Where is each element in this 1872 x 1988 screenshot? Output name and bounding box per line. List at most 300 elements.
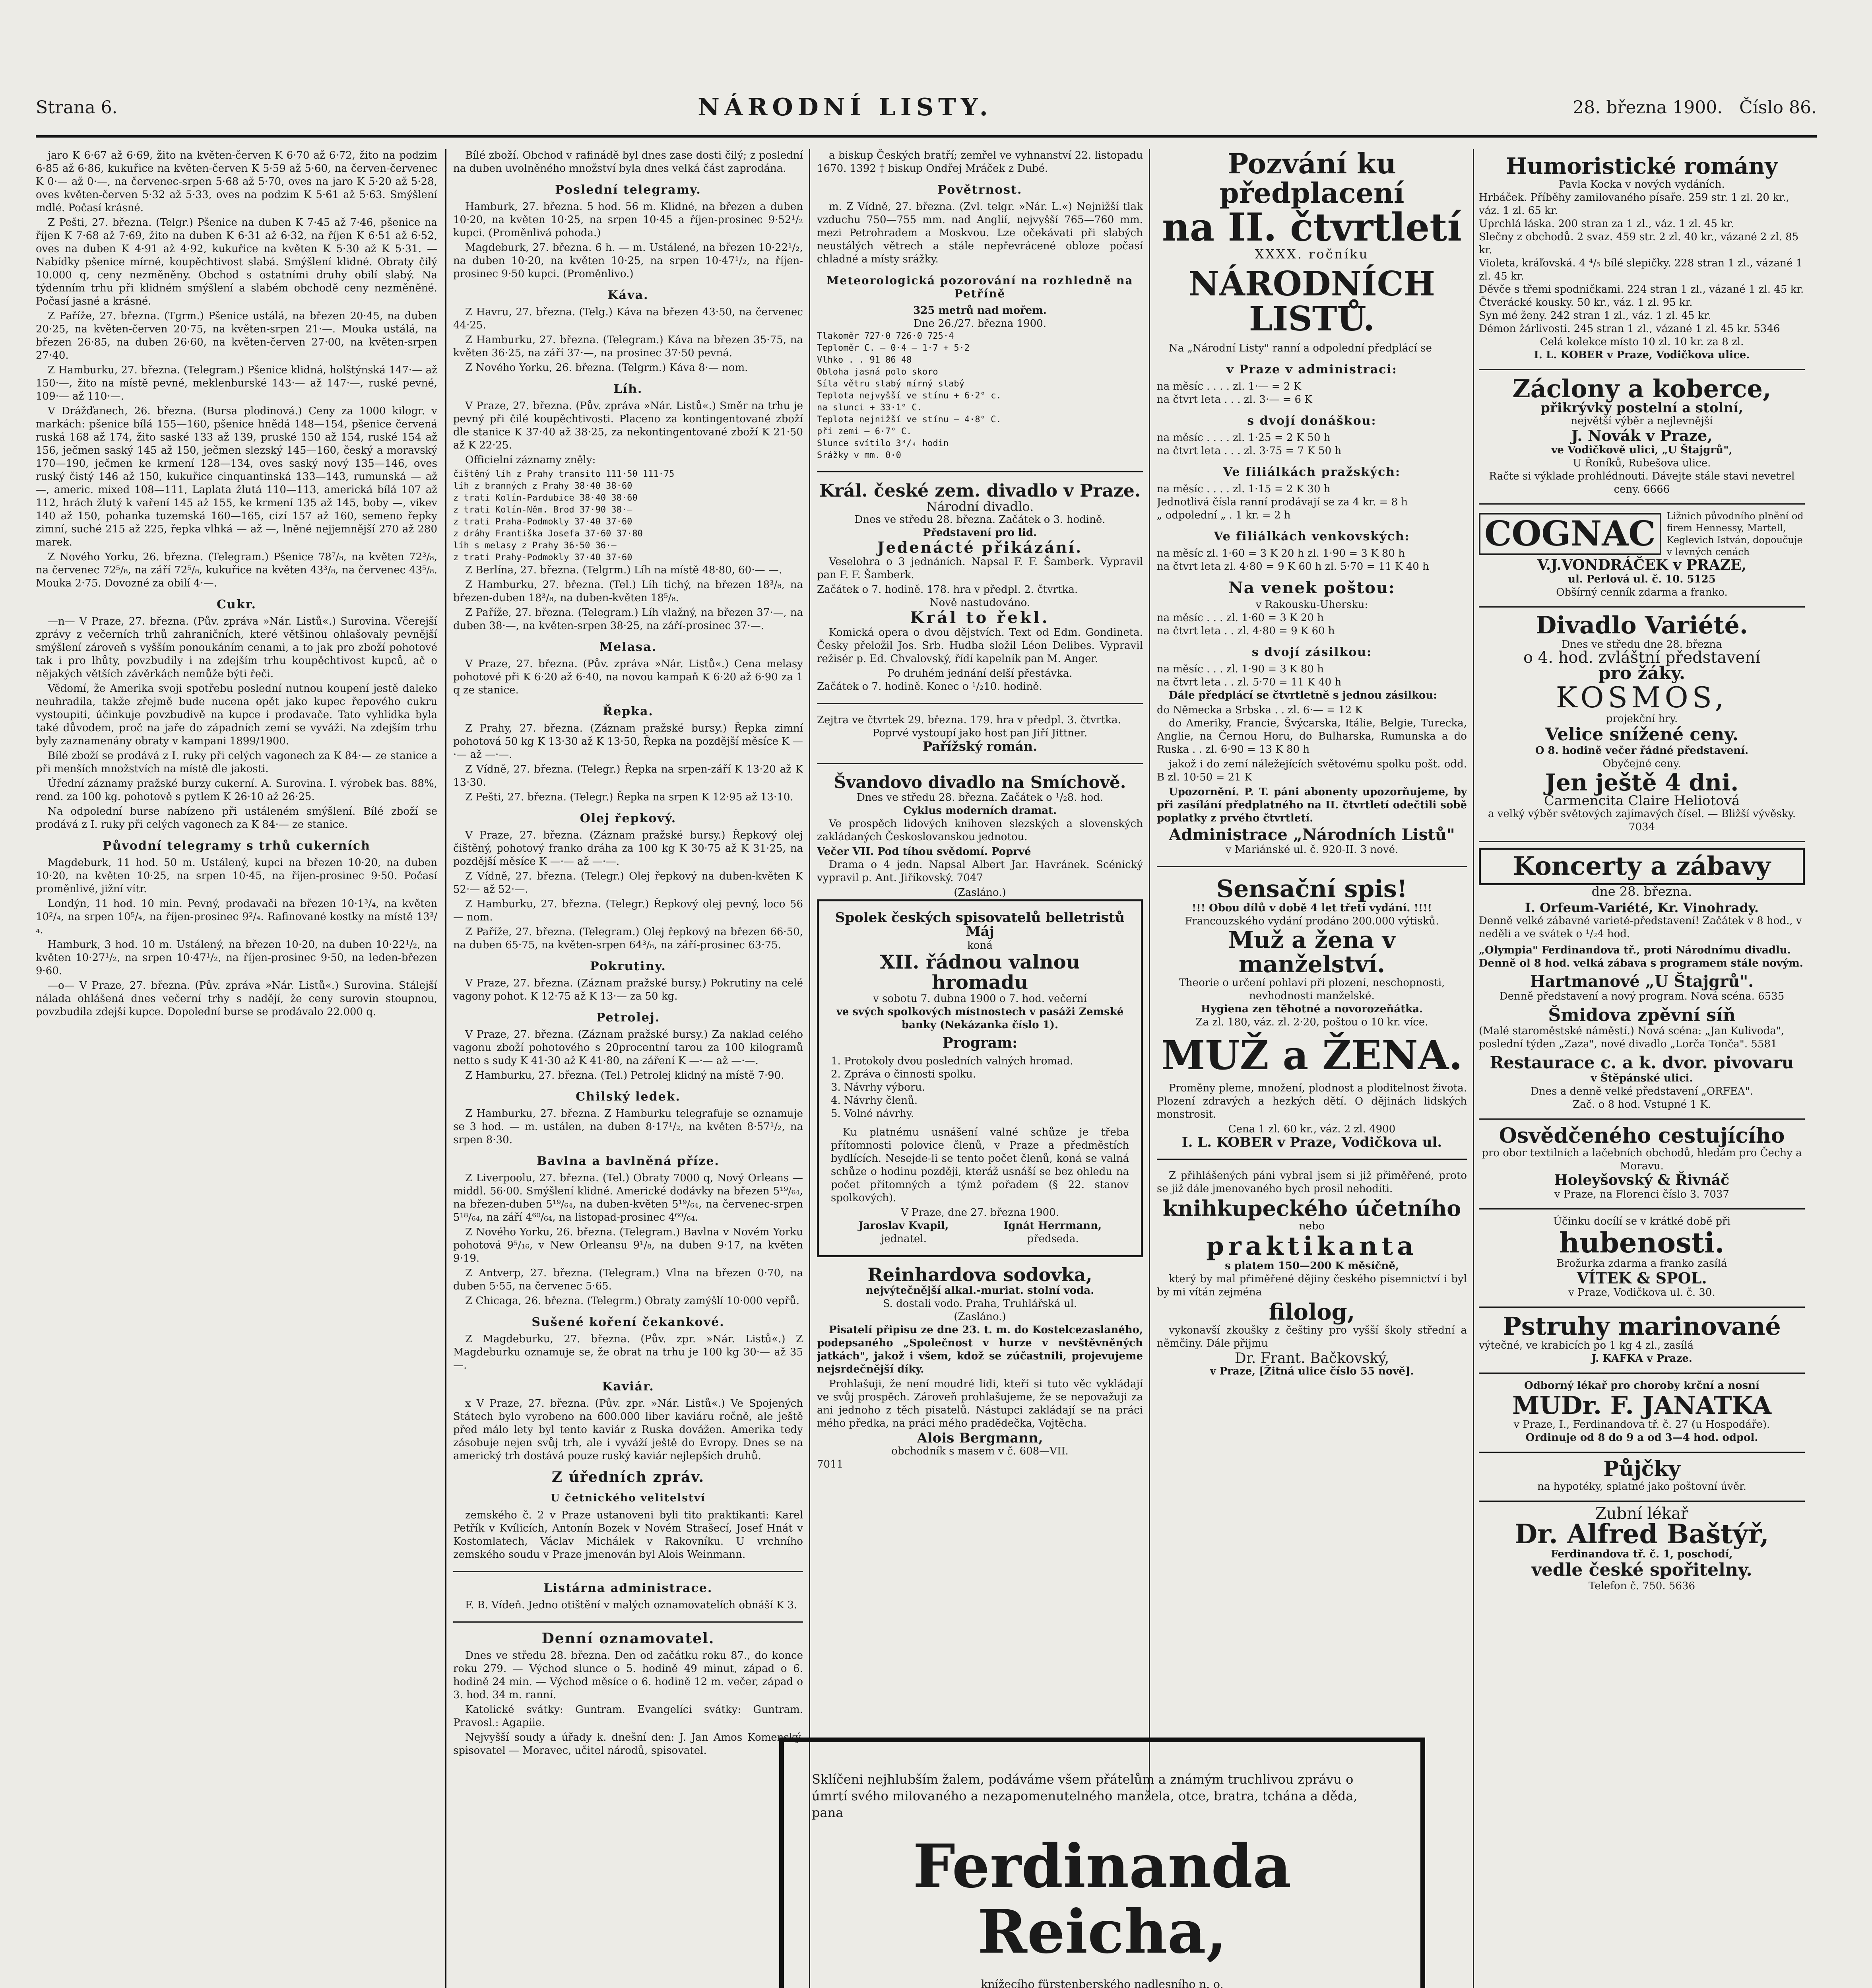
text-line: Cyklus moderních dramat.: [903, 804, 1057, 817]
text-line: Hygiena zen těhotné a novorozeňátka.: [1201, 1003, 1423, 1015]
text-line: Theorie o určení pohlaví při plození, neschopnosti, nevhodnosti manželské.: [1179, 977, 1445, 1002]
paragraph: Z Paříže, 27. března. (Tgrm.) Pšenice ustálá, na březen 20·45, na duben 20·25, na květen-červen 20·75, na květen-srpen 21·—. Mouka ustálá, na březen 26·85, na duben 26·60, na květen-červen 27·00, na květen-srpen 27·40.: [36, 310, 437, 361]
ad-title: hubenosti.: [1559, 1226, 1725, 1259]
list-item: Slečny z obchodů. 2 svaz. 459 str. 2 zl. 40 kr., vázané 2 zl. 85 kr.: [1479, 231, 1799, 256]
ad-title: MUŽ a ŽENA.: [1161, 1031, 1463, 1079]
text-line: I. L. KOBER v Praze, Vodičkova ul.: [1181, 1134, 1442, 1150]
table-row: z trati Kolín-Něm. Brod 37·90 38·—: [453, 505, 632, 515]
list-item: 1. Protokoly dvou posledních valných hromad.: [831, 1055, 1073, 1067]
paragraph: —n— V Praze, 27. března. (Pův. zpráva »Nár. Listů«.) Surovina. Včerejší zprávy z večerních trhů zahraničních, které většinou ohlašovaly pevnější smýšlení zároveň s vyšším ponoukáním cenami, a to jak pro zboží pohotové tak i pro lhůty, povzbudily i na zdejším trhu koupěchtivost kupců, ač o nějakých větších závěrkách nemůže býti řeči.: [36, 615, 437, 680]
ad-zaclony: [1479, 370, 1805, 505]
text-line: (Zasláno.): [954, 1311, 1006, 1323]
column-telegrams: [453, 149, 803, 1988]
text-line: v Praze, [Žitná ulice číslo 55 nově].: [1210, 1365, 1414, 1377]
signature-role: předseda.: [1027, 1233, 1079, 1245]
price-row: na měsíc . . . zl. 1·90 = 3 K 80 h: [1157, 663, 1324, 676]
price-row: do Německa a Srbska . . zl. 6·— = 12 K: [1157, 704, 1363, 716]
paragraph: jakož i do zemí náležejících světovému spolku pošt. odd. B zl. 10·50 = 21 K: [1157, 758, 1467, 784]
date-line: V Praze, dne 27. března 1900.: [901, 1206, 1059, 1219]
paragraph: Officielní záznamy zněly:: [465, 454, 596, 466]
paragraph: Na odpolední burse nabízeno při ustáleném smýšlení. Bílé zboží se prodává z I. ruky při celých vagonech za K 84·— ze stanice.: [36, 806, 437, 831]
text-line: pro obor textilních a lačebních obchodů, hledám pro Čechy a Moravu.: [1482, 1147, 1802, 1173]
ad-pstruhy: [1479, 1308, 1805, 1374]
paragraph: vykonavší zkoušky z češtiny pro vyšší školy střední a němčiny. Dále přijmu: [1157, 1324, 1467, 1349]
ad-number: 7011: [817, 1458, 844, 1471]
signature: Dr. Frant. Bačkovský,: [1234, 1350, 1389, 1367]
play-title: Jedenácté přikázání.: [877, 538, 1083, 557]
ad-title: Muž a žena v manželství.: [1228, 926, 1396, 978]
paragraph: Magdeburk, 11 hod. 50 m. Ustálený, kupci na březen 10·20, na duben 10·20, na květen 10·25, na srpen 10·45, na říjen-prosinec 9·50. Počasí proměnlivé, jižní vítr.: [36, 857, 437, 895]
text-line: XXXX. ročníku: [1255, 246, 1369, 262]
text-line: přikrývky postelní a stolní,: [1540, 400, 1743, 416]
paragraph: Sklíčeni nejhlubším žalem, podáváme všem přátelům a známým truchlivou zprávu o úmrtí svého milovaného a nezapomenutelného manžela, otce, bratra, tchána a děda, pana: [812, 1772, 1358, 1820]
divider: [817, 763, 1143, 764]
firm-name: VÍTEK & SPOL.: [1577, 1269, 1707, 1287]
list-item: 4. Návrhy členů.: [831, 1094, 918, 1107]
divider: [453, 1621, 803, 1623]
paragraph: Z Hamburku, 27. března. (Telegram.) Pšenice klidná, holštýnská 147·— až 150·—, žito na místě pevné, meklenburské 143·— až 147·—, ruské pevné, 109·— až 110·—.: [36, 364, 437, 402]
section-heading: Líh.: [613, 382, 643, 396]
text-line: Carmencita Claire Heliotová: [1544, 793, 1740, 809]
section-heading: Olej řepkový.: [580, 812, 677, 825]
theatre-subtitle: Národní divadlo.: [926, 499, 1034, 514]
paragraph: Na „Národní Listy" ranní a odpolední předplácí se: [1169, 342, 1432, 355]
play-title: Pařížský román.: [922, 739, 1038, 754]
text-line: dne 28. března.: [1591, 883, 1692, 899]
subscription-title: Pozvání ku předplacení: [1219, 149, 1404, 210]
text-line: !!! Obou dílů v době 4 let třetí vydání. !!!!: [1191, 902, 1432, 914]
date-line: v sobotu 7. dubna 1900 o 7. hod. večerní: [873, 992, 1087, 1005]
divider: [1157, 866, 1467, 867]
signature-roles: [831, 1233, 1129, 1246]
divider: [817, 703, 1143, 704]
text-line: nejvýtečnější alkal.-muriat. stolní voda.: [865, 1285, 1094, 1297]
paragraph: V Praze, 27. března. (Záznam pražské bursy.) Pokrutiny na celé vagony pohot. K 12·75 až K 13·— za 50 kg.: [453, 977, 803, 1002]
paragraph: Proměny pleme, množení, plodnost a ploditelnost života. Plození zdravých a hezkých dětí. O dějinách lidských monstrosit.: [1157, 1082, 1467, 1120]
paragraph: Hamburk, 3 hod. 10 m. Ustálený, na březen 10·20, na duben 10·22¹/₂, na květen 10·27¹/₂, na srpen 10·47¹/₂, na říjen-prosinec 9·50, na leden-březen 9·60.: [36, 939, 437, 977]
text-line: Telefon č. 750. 5636: [1588, 1580, 1695, 1592]
paragraph: Z Vídně, 27. března. (Telegr.) Řepka na srpen-září K 13·20 až K 13·30.: [453, 763, 803, 788]
subscription-headline: na II. čtvrtletí: [1162, 205, 1462, 250]
table-row: Teploměr C. — 0·4 — 1·7 + 5·2: [817, 343, 970, 353]
text-line: koná: [967, 940, 993, 952]
ad-title: COGNAC: [1479, 513, 1661, 555]
price-row: na měsíc . . . . zl. 1·15 = 2 K 30 h: [1157, 483, 1331, 495]
ad-title: Humoristické romány: [1506, 153, 1778, 179]
ad-title: KOSMOS,: [1556, 680, 1728, 714]
paragraph: Bílé zboží se prodává z I. ruky při celých vagonech za K 84·— ze stanice a při menších množstvích na místě dle jakosti.: [36, 750, 437, 775]
paragraph: Z Nového Yorku, 26. března. (Telegram.) Pšenice 78⁷/₈, na květen 72³/₈, na červenec 72⁵/₈, na září 72⁵/₈, kukuřice na květen 43³/₈, na červenec 43⁵/₈. Mouka 2·75. Dovozné za obilí 4·—.: [36, 551, 437, 589]
section-heading: Původní telegramy s trhů cukerních: [103, 839, 371, 853]
price-row: na měsíc . . . . zl. 1·— = 2 K: [1157, 381, 1302, 393]
list-item: Děvče s třemi spodničkami. 224 stran 1 zl., vázané 1 zl. 45 kr.: [1479, 283, 1804, 295]
ad-title: praktikanta: [1206, 1231, 1418, 1261]
paragraph: Katolické svátky: Guntram. Evangelíci svátky: Guntram. Pravosl.: Agapiie.: [453, 1704, 803, 1729]
text-line: knížecího fürstenberského nadlesního n. o.: [981, 1978, 1224, 1988]
ad-hubenost: [1479, 1209, 1805, 1308]
text-line: obchodník s masem v č. 608—VII.: [891, 1445, 1069, 1458]
table-row: Srážky v mm. 0·0: [817, 450, 901, 460]
admin-title: Administrace „Národních Listů": [1169, 825, 1455, 845]
paragraph: Z Pešti, 27. března. (Telegr.) Řepka na srpen K 12·95 až 13·10.: [465, 791, 793, 803]
section-heading: Denní oznamovatel.: [541, 1630, 715, 1647]
ad-title: Záclony a koberce,: [1512, 374, 1771, 403]
text-line: pro žáky.: [1598, 663, 1686, 683]
section-heading: s dvojí zásilkou:: [1251, 645, 1372, 660]
text-line: Celá kolekce místo 10 zl. 10 kr. za 8 zl.: [1540, 336, 1744, 348]
text-line: Denně představení a nový program. Nová scéna. 6535: [1499, 990, 1785, 1003]
ad-title: filolog,: [1269, 1299, 1355, 1325]
list-item: Syn mé ženy. 242 stran 1 zl., váz. 1 zl. 45 kr.: [1479, 309, 1711, 322]
table-row: z trati Prahy-Podmokly 37·40 37·60: [453, 553, 632, 563]
text-line: „Olympia" Ferdinandova tř., proti Národnímu divadlu. Denně ol 8 hod. velká zábava s programem stále novým.: [1479, 944, 1803, 970]
signature: Alois Bergmann,: [917, 1430, 1043, 1446]
venue-title: Restaurace c. a k. dvor. pivovaru: [1490, 1053, 1794, 1073]
paragraph: který by mal přiměřené dějiny českého písemnictví i byl by mi vítán zejména: [1157, 1273, 1467, 1298]
column-rule: [445, 149, 446, 1988]
ad-pujcky: [1479, 1453, 1805, 1502]
table-row: Obloha jasná polo skoro: [817, 367, 938, 377]
paragraph: Úřední záznamy pražské burzy cukerní. A. Surovina. I. výrobek bas. 88%, rend. za 100 kg. pohotově s pytlem K 26·10 až 26·25.: [36, 778, 437, 803]
text-line: a velký výběr světových zajímavých čísel. — Bližší vývěsky. 7034: [1488, 808, 1796, 833]
text-line: Zejtra ve čtvrtek 29. března. 179. hra v předpl. 3. čtvrtka.: [817, 714, 1121, 726]
paragraph: m. Z Vídně, 27. března. (Zvl. telgr. »Nár. L.«) Nejnižší tlak vzduchu 750—755 mm. nad Anglií, nejvyšší 765—760 mm. mezi Petrohradem a Moskvou. Lze očekávati při slabých neustálých větrech a stále nepřevrácené obloze počasí chladné a místy srážky.: [817, 201, 1143, 265]
text-line: Francouzského vydání prodáno 200.000 výtisků.: [1185, 915, 1439, 928]
column-subscription: [1157, 149, 1467, 1799]
text-line: ve svých spolkových místnostech v pasáži Zemské banky (Nekázanka číslo 1).: [836, 1006, 1124, 1031]
paragraph: V Praze, 27. března. (Záznam pražské bursy.) Řepkový olej čištěný, pohotový franko dráha za 100 kg K 30·75 až K 31·25, na pozdější měsíce K —·— až —·—.: [453, 829, 803, 868]
paragraph: —o— V Praze, 27. března. (Pův. zpráva »Nár. Listů«.) Surovina. Stálejší nálada ohlášená dnes večerní trhy s nadějí, že ceny surovin stoupnou, povzbudila zdejší kupce. Dopolední burse se prodávalo 22.000 q.: [36, 980, 437, 1018]
text-line: nebo: [1299, 1220, 1325, 1232]
section-heading: Na venek poštou:: [1228, 579, 1395, 598]
section-heading: Bavlna a bavlněná příze.: [537, 1154, 720, 1168]
text-line: Brožurka zdarma a franko zasílá: [1556, 1258, 1727, 1270]
paragraph: Z Hamburku, 27. března. Z Hamburku telegrafuje se oznamuje se 3 hod. — m. ustálen, na duben 8·17¹/₂, na květen 8·57¹/₂, na srpen 8·30.: [453, 1108, 803, 1146]
section-heading: v Praze v administraci:: [1226, 363, 1397, 377]
paragraph: Z Magdeburku, 27. března. (Pův. zpr. »Nár. Listů«.) Z Magdeburku oznamuje se, že obrat na trhu je 100 kg 30·— až 35 —.: [453, 1333, 803, 1371]
paragraph: Z Vídně, 27. března. (Telegr.) Olej řepkový na duben-květen K 52·— až 52·—.: [453, 870, 803, 895]
table-row: čištěný líh z Prahy transito 111·50 111·75: [453, 469, 675, 479]
signatures: [831, 1219, 1129, 1233]
text-line: Poprvé vystoupí jako host pan Jiří Jittner.: [872, 727, 1088, 740]
text-line: projekční hry.: [1606, 713, 1678, 725]
notice-headline: XII. řádnou valnou hromadu: [880, 951, 1080, 994]
page-number: Strana 6.: [36, 97, 118, 118]
ad-title: Reinhardova sodovka,: [867, 1264, 1092, 1285]
ad-title: Jen ještě 4 dni.: [1545, 769, 1739, 796]
paragraph: Z Hamburku, 27. března. (Tel.) Líh tichý, na březen 18³/₈, na březen-duben 18³/₈, na duben-květen 18⁵/₈.: [453, 579, 803, 604]
text-line: Velice snížené ceny.: [1545, 724, 1738, 745]
list-item: Hrbáček. Příběhy zamilovaného písaře. 259 str. 1 zl. 20 kr., váz. 1 zl. 65 kr.: [1479, 191, 1790, 217]
text-line: O 8. hodině večer řádné představení.: [1535, 744, 1749, 757]
list-item: Démon žárlivosti. 245 stran 1 zl., vázané 1 zl. 45 kr. 5346: [1479, 322, 1780, 335]
firm-name: Holeyšovský & Řivnáč: [1554, 1172, 1730, 1189]
price-row: na čtvrt leta . . zl. 4·80 = 9 K 60 h: [1157, 625, 1335, 637]
ad-variete: [1479, 608, 1805, 843]
divider: [453, 1571, 803, 1572]
obituary-box: [779, 1738, 1425, 1988]
paragraph: Z Hamburku, 27. března. (Telegram.) Káva na březen 35·75, na květen 36·25, na září 37·—, na prosinec 37·50 pevná.: [453, 334, 803, 359]
section-heading: Poslední telegramy.: [555, 183, 701, 197]
section-subheading: U četnického velitelství: [550, 1492, 706, 1504]
text-line: vedle české spořitelny.: [1531, 1560, 1752, 1580]
paragraph: x V Praze, 27. března. (Pův. zpr. »Nár. Listů«.) Ve Spojených Státech bylo vyrobeno na 600.000 liber kaviáru ročně, ale ještě před málo lety byl tento kaviár z Ruska dovážen. Amerika tedy zásobuje nejen svůj trh, ale i vyváží ještě do Evropy. Dnes se na americký trh dostává pouze ruský kaviár nejlepších druhů.: [453, 1398, 803, 1462]
ad-koncerty: [1479, 842, 1805, 1119]
column-rule: [809, 149, 810, 1988]
ad-title: Půjčky: [1603, 1457, 1680, 1481]
text-line: největší výběr a nejlevnější: [1571, 415, 1713, 427]
table-row: Tlakoměr 727·0 726·0 725·4: [817, 331, 954, 341]
text-line: Dnes a denně velké představení „ORFEA".: [1531, 1085, 1753, 1097]
program-title: Program:: [942, 1034, 1018, 1051]
paragraph: Z Hamburku, 27. března. (Tel.) Petrolej klidný na místě 7·90.: [465, 1070, 784, 1081]
paragraph: Nejvyšší soudy a úřady k. dnešní den: J. Jan Amos Komenský, spisovatel — Moravec, učitel národů, spisovatel.: [453, 1732, 803, 1757]
ad-cognac: [1479, 505, 1805, 608]
paragraph: Z Berlína, 27. března. (Telgrm.) Líh na místě 48·80, 60·— —.: [465, 564, 782, 576]
ad-title: Koncerty a zábavy: [1479, 848, 1805, 885]
paragraph: Z Antverp, 27. března. (Telegram.) Vlna na březen 0·70, na duben 5·55, na červenec 5·65.: [453, 1267, 803, 1292]
price-row: na čtvrt leta zl. 4·80 = 9 K 60 h zl. 5·70 = 11 K 40 h: [1157, 561, 1429, 573]
paragraph: do Ameriky, Francie, Švýcarska, Itálie, Belgie, Turecka, Anglie, na Černou Horu, do Bulharska, Rumunska a do Ruska . . zl. 6·90 = 13 K 80 h: [1157, 717, 1467, 756]
text-line: (Zasláno.): [954, 886, 1006, 899]
masthead: NÁRODNÍ LISTY.: [698, 93, 993, 121]
text-line: U Řoníků, Rubešova ulice.: [1573, 457, 1711, 469]
paragraph: jaro K 6·67 až 6·69, žito na květen-červen K 6·70 až 6·72, žito na podzim 6·85 až 6·86, kukuřice na květen-červen K 5·59 až 5·60, na červen-červenec K 0·— až 0·—, na červenec-srpen 5·68 až 5·70, oves na jaro K 5·20 až 5·28, oves květen-červen 5·32 až 5·33, oves na podzim K 5·61 až 5·63. Smýšlení mdlé. Počasí krásné.: [36, 149, 437, 214]
paragraph: F. B. Vídeň. Jedno otištění v malých oznamovatelích obnáší K 3.: [465, 1599, 797, 1611]
section-heading: Řepka.: [603, 705, 654, 718]
table-row: Teplota nejvyšší ve stínu + 6·2° c.: [817, 391, 1001, 401]
list-item: Violeta, kráľovská. 4 ⁴/₅ bílé slepičky. 228 stran 1 zl., vázané 1 zl. 45 kr.: [1479, 257, 1803, 282]
text-line: Začátek o 7. hodině. 178. hra v předpl. 2. čtvrtka.: [817, 584, 1078, 596]
newspaper-name: NÁRODNÍCH LISTŮ.: [1188, 264, 1436, 338]
paragraph: V Praze, 27. března. (Pův. zpráva »Nár. Listů«.) Směr na trhu je pevný při čilé koupěchtivosti. Placeno za kontingentované zboží dle stanice K 37·40 až 38·25, za nekontingentované zboží K 21·50 až K 22·25.: [453, 400, 803, 451]
list-item: 5. Volné návrhy.: [831, 1107, 914, 1120]
theatre-title: Král. české zem. divadlo v Praze.: [819, 481, 1141, 501]
ad-cestujici: [1479, 1120, 1805, 1209]
issue-date: 28. března 1900. Číslo 86.: [1573, 97, 1817, 118]
text-line: s platem 150—200 K měsíčně,: [1225, 1260, 1399, 1272]
paragraph: Z Pešti, 27. března. (Telgr.) Pšenice na duben K 7·45 až 7·46, pšenice na říjen K 7·68 až 7·69, žito na duben K 6·31 až 6·32, na říjen K 6·51 až 6·52, oves na duben K 4·91 až 4·92, kukuřice na květen K 5·30 až K 5·31. — Nabídky pšenice mírné, koupěchtivost slabá. Smýšlení klidné. Obraty čilý 10.000 q, ceny nezměněny. Obchod s ostatními druhy obilí slabý. Na týdenním trhu při klidném smýšlení a slabém obchodě ceny nezměněné. Počasí jasné a krásné.: [36, 217, 437, 307]
paragraph: Z Chicaga, 26. března. (Telegrm.) Obraty zamýšlí 10·000 vepřů.: [465, 1295, 799, 1307]
paragraph: zemského č. 2 v Praze ustanoveni byli tito praktikanti: Karel Petřík v Kvílicích, Antonín Bozek v Novém Strašecí, Josef Hnát v Kostomlatech, Václav Michálek v Rakovníku. U vrchního zemského soudu v Praze jmenován byl Alois Weinmann.: [453, 1509, 803, 1561]
theatre-title: Švandovo divadlo na Smíchově.: [834, 772, 1126, 792]
text-line: Račte si výklade prohlédnouti. Dávejte stále stavi nevetrel ceny. 6666: [1489, 470, 1795, 495]
section-heading: Petrolej.: [596, 1011, 660, 1025]
notice-box: [817, 899, 1143, 1257]
paragraph: Z Nového Yorku, 26. března. (Telgrm.) Káva 8·— nom.: [465, 362, 748, 374]
table-row: Vlhko . . 91 86 48: [817, 355, 912, 365]
section-heading: Káva.: [607, 288, 649, 302]
price-row: na čtvrt leta . . . zl. 3·— = 6 K: [1157, 394, 1312, 406]
column-ads: [1479, 149, 1805, 1988]
paragraph: Prohlašuji, že není moudré lidi, kteří si tuto věc vykládají ve svůj prospěch. Zároveň prohlašujeme, že se nepovažuji za ani jednoho z těch pisatelů. Nástupci zakládají se na práci mého předka, na práci mého pradědečka, Vojtěcha.: [817, 1378, 1143, 1430]
price-row: na měsíc . . . . zl. 1·25 = 2 K 50 h: [1157, 432, 1331, 444]
text-line: Obyčejné ceny.: [1602, 757, 1681, 770]
section-heading: Chilský ledek.: [576, 1090, 681, 1104]
text-line: v Štěpánské ulici.: [1591, 1072, 1693, 1084]
paragraph: Drama o 4 jedn. Napsal Albert Jar. Havránek. Scénický vypravil p. Ant. Jiříkovský. 7047: [817, 858, 1143, 884]
signature: Jaroslav Kvapil,: [858, 1219, 949, 1232]
paragraph: Magdeburk, 27. března. 6 h. — m. Ustálené, na březen 10·22¹/₂, na duben 10·20, na květen 10·25, na srpen 10·47¹/₂, na říjen-prosinec 9·50 kupci. (Proměnlivo.): [453, 242, 803, 280]
section-heading: Pokrutiny.: [590, 959, 666, 973]
text-line: Ferdinandova tř. č. 1, poschodí,: [1551, 1548, 1733, 1561]
table-row: Síla větru slabý mírný slabý: [817, 379, 964, 389]
text-line: v Praze, I., Ferdinandova tř. č. 27 (u Hospodáře).: [1513, 1419, 1770, 1431]
paragraph: Upozornění. P. T. páni abonenty upozorňujeme, by při zasílání předplatného na II. čtvrtletí odečtili sobě poplatky z prvého čtvrtletí.: [1157, 786, 1467, 825]
page-header: [36, 80, 1817, 138]
table-row: při zemi — 6·7° C.: [817, 427, 912, 437]
ad-title: Divadlo Variété.: [1536, 611, 1748, 639]
paragraph: Z Havru, 27. března. (Telg.) Káva na březen 43·50, na červenec 44·25.: [453, 306, 803, 331]
paragraph: Dnes ve středu 28. března. Den od začátku roku 87., do konce roku 279. — Východ slunce o 5. hodině 49 minut, západ o 6. hodině 24 min. — Východ měsíce o 6. hodině 12 m. večer, západ o 3. hod. 34 m. ranní.: [453, 1650, 803, 1701]
divider: [1157, 1159, 1467, 1160]
table-row: Slunce svítilo 3³/₄ hodin: [817, 439, 949, 448]
paragraph: Dále předplácí se čtvrtletně s jednou zásilkou:: [1169, 689, 1437, 702]
text-line: Nově nastudováno.: [929, 597, 1030, 609]
paragraph: Londýn, 11 hod. 10 min. Pevný, prodavači na březen 10·1³/₄, na květen 10²/₄, na srpen 10⁵/₄, na říjen-prosinec 9²/₄. Rafinované kostky na místě 13³/₄.: [36, 898, 437, 936]
paragraph: Z přihlášených páni vybral jsem si již přiměřené, proto se již dále jmenovaného bych prosil nehodíti.: [1157, 1169, 1467, 1195]
list-item: 3. Návrhy výboru.: [831, 1081, 925, 1093]
text-line: Večer VII. Pod tíhou svědomí. Poprvé: [817, 845, 1031, 858]
section-heading: Sušené koření čekankové.: [532, 1315, 725, 1329]
ad-janatka: [1479, 1374, 1805, 1453]
text-line: o 4. hod. zvláštní představení: [1523, 648, 1760, 667]
paragraph: Z Nového Yorku, 26. března. (Telegram.) Bavlna v Novém Yorku pohotová 9⁵/₁₆, v New Orleansu 9¹/₈, na duben 9·17, na květen 9·19.: [453, 1226, 803, 1264]
firm-name: J. Novák v Praze,: [1571, 426, 1713, 445]
paragraph: Hamburk, 27. března. 5 hod. 56 m. Klidné, na březen a duben 10·20, na květen 10·25, na srpen 10·45 a říjen-prosinec 9·52¹/₂ kupci. (Proměnlivá pohoda.): [453, 201, 803, 239]
text-line: Cena 1 zl. 60 kr., váz. 2 zl. 4900: [1228, 1123, 1396, 1135]
column-rule: [1149, 149, 1150, 1799]
paragraph: V Praze, 27. března. (Záznam pražské bursy.) Za naklad celého vagonu zboží pohotového s 20procentní tarou za 100 kilogramů netto s sudy K 41·30 až K 41·80, na záření K —·— až —·—.: [453, 1029, 803, 1067]
text-line: (Malé staroměstské náměstí.) Nová scéna: „Jan Kulivoda", poslední týden „Zaza", nové divadlo „Lorča Tonča". 5581: [1479, 1025, 1785, 1050]
notice-title: Spolek českých spisovatelů belletristů Máj: [835, 909, 1125, 940]
venue-title: Šmidova zpěvní síň: [1548, 1005, 1736, 1026]
paragraph: Veselohra o 3 jednáních. Napsal F. F. Šamberk. Vypravil pan F. F. Šamberk.: [817, 556, 1143, 581]
text-line: Denně velké zábavné varieté-představení! Začátek v 8 hod., v neděli a ve svátek o ¹/₂4 hod.: [1479, 915, 1802, 940]
paragraph: Vědomí, že Amerika svoji spotřebu poslední nutnou koupení jestě daleko neuhradila, takže zřejmě bude nucena opět jako kupec řepového cukru vystoupiti, účinkuje povzbudivě na kupce i prodavače. Tato vyhlídka byla také důvodem, proč na jaře do západních zemí se vyváží. Na zdejším trhu byly zaznamenány obraty v kampani 1899/1900.: [36, 683, 437, 747]
deceased-name: Ferdinanda Reicha,: [913, 1831, 1292, 1967]
paragraph: V Praze, 27. března. (Pův. zpráva »Nár. Listů«.) Cena melasy pohotové při K 6·20 až 6·40, na novou kampaň K 6·20 až 6·90 za 1 q ze stanice.: [453, 658, 803, 696]
section-heading: Listárna administrace.: [543, 1581, 713, 1595]
section-heading: Cukr.: [217, 598, 256, 612]
text-line: Zač. o 8 hod. Vstupné 1 K.: [1573, 1098, 1711, 1110]
table-row: na slunci + 33·1° C.: [817, 403, 922, 413]
column-weather-theatre: [817, 149, 1143, 1799]
text-line: ve Vodičkově ulici, „U Štajgrů",: [1551, 444, 1732, 456]
section-heading: Z úředních zpráv.: [551, 1469, 705, 1485]
paragraph: Ku platnému usnášení valné schůze je třeba přítomnosti polovice členů, v Praze a předměstích bydlících. Nesejde-li se tento počet členů, koná se valná schůze o hodinu později, kteráž usnáší se bez ohledu na počet přítomných a týmž pořadem (§ 22. stanov spolkových).: [831, 1126, 1129, 1204]
weather-table: [817, 330, 1143, 462]
section-heading: Melasa.: [599, 640, 657, 654]
list-item: Čtverácké kousky. 50 kr., váz. 1 zl. 95 kr.: [1479, 296, 1693, 309]
section-heading: s dvojí donáškou:: [1247, 414, 1377, 428]
date-line: Dnes ve středu 28. března. Začátek o 3. hodině.: [854, 514, 1106, 526]
ad-humoristicke: [1479, 149, 1805, 370]
table-row: z dráhy Františka Josefa 37·60 37·80: [453, 529, 643, 539]
text-line: Představení pro lid.: [923, 527, 1037, 539]
table-row: z trati Kolín-Pardubice 38·40 38·60: [453, 493, 638, 503]
paragraph: Bílé zboží. Obchod v rafinádě byl dnes zase dosti čilý; z poslední na duben uvolněného množství byla dnes velká část zaprodána.: [453, 149, 803, 175]
price-row: „ odpolední „ . 1 kr. = 2 h: [1157, 509, 1291, 522]
text-line: Odborný lékař pro choroby krční a nosní: [1524, 1380, 1759, 1392]
text-line: J. KAFKA v Praze.: [1591, 1353, 1692, 1365]
price-row: na čtvrt leta . . . zl. 3·75 = 7 K 50 h: [1157, 445, 1342, 457]
ad-title: Pstruhy marinované: [1503, 1312, 1781, 1341]
paragraph: V Drážďanech, 26. března. (Bursa plodinová.) Ceny za 1000 kilogr. v markách: pšenice bílá 155—160, pšenice hnědá 148—154, pšenice červená ruská 168 až 174, žito saské 133 až 139, pruské 150 až 154, ruské 154 až 156, ječmen saský 145 až 150, ječmen slezský 145—160, český a moravský 170—190, ječmen ke krmení 128—134, oves saský nový 135—146, oves ruský čistý 146 až 150, kukuřice cinquantinská 133—143, rumunská — až —, americ. mixed 108—111, Laplata žlutá 110—113, americká bílá 107 až 112, hrách žlutý k vaření 145 až 155, ke krmení 135 až 145, boby —, vikev 140 až 150, pohanka tuzemská 160—165, cizí 157 až 160, semeno řepky zimní, suché 215 až 225, řepka vlhká — až —, lněné nejjemnější 270 až 280 marek.: [36, 405, 437, 548]
venue-title: I. Orfeum-Variété, Kr. Vinohrady.: [1525, 900, 1759, 915]
paragraph: Z Paříže, 27. března. (Telegram.) Líh vlažný, na březen 37·—, na duben 38·—, na květen-srpen 38·25, na září-prosinec 37·—.: [453, 607, 803, 632]
divider: [817, 471, 1143, 472]
section-heading: Ve filiálkách pražských:: [1223, 465, 1401, 480]
table-row: z trati Praha-Podmokly 37·40 37·60: [453, 517, 632, 527]
text-line: Dnes ve středu dne 28. března: [1562, 638, 1722, 650]
text-line: ul. Perlová ul. č. 10. 5125: [1568, 573, 1716, 585]
paragraph: Ve prospěch lidových knihoven slezských a slovenských zakládaných Českoslovanskou jednotou.: [817, 817, 1143, 843]
signature-role: jednatel.: [881, 1233, 927, 1245]
signature: Ignát Herrmann,: [1003, 1219, 1102, 1232]
text-line: výtečné, ve krabicích po 1 kg 4 zl., zasílá: [1479, 1340, 1694, 1352]
firm-name: V.J.VONDRÁČEK v PRAZE,: [1537, 556, 1747, 573]
section-subheading: 325 metrů nad mořem.: [913, 305, 1047, 316]
text-line: Ordinuje od 8 do 9 a od 3—4 hod. odpol.: [1525, 1432, 1758, 1444]
price-row: na měsíc zl. 1·60 = 3 K 20 h zl. 1·90 = 3 K 80 h: [1157, 547, 1405, 560]
date-line: Dne 26./27. března 1900.: [913, 318, 1047, 330]
list-item: 2. Zpráva o činnosti spolku.: [831, 1068, 976, 1080]
text-line: Účinku docílí se v krátké době při: [1553, 1215, 1730, 1227]
ad-title: MUDr. F. JANATKA: [1512, 1391, 1771, 1420]
paragraph: Z Paříže, 27. března. (Telegram.) Olej řepkový na březen 66·50, na duben 65·75, na květen-srpen 64³/₈, na září-prosinec 63·75.: [453, 926, 803, 951]
text-line: Obšírný cenník zdarma a franko.: [1556, 586, 1728, 598]
newspaper-page: [36, 80, 1817, 1988]
ad-title: Sensační spis!: [1216, 875, 1408, 903]
text-line: na hypotéky, splatné jako poštovní úvěr.: [1537, 1481, 1746, 1493]
text-line: v Praze, na Florenci číslo 3. 7037: [1554, 1188, 1729, 1200]
price-row: na měsíc . . . zl. 1·60 = 3 K 20 h: [1157, 612, 1324, 624]
table-row: líh z branných z Prahy 38·40 38·60: [453, 481, 632, 491]
date-line: Dnes ve středu 28. března. Začátek o ¹/₂8. hod.: [856, 791, 1104, 804]
price-row: Jednotlivá čísla ranní prodávají se za 4 kr. = 8 h: [1157, 496, 1408, 509]
text-line: v Rakousku-Uhersku:: [1255, 599, 1368, 611]
text-line: Po druhém jednání delší přestávka.: [887, 668, 1073, 680]
text-line: Začátek o 7. hodině. Konec o ¹/₂10. hodině.: [817, 681, 1042, 693]
section-heading: Ve filiálkách venkovských:: [1214, 530, 1410, 544]
paragraph: Z Liverpoolu, 27. března. (Tel.) Obraty 7000 q, Nový Orleans — middl. 56·00. Smýšlení klidné. Americké dodávky na březen 5¹⁹/₆₄, na březen-duben 5¹⁹/₆₄, na duben-květen 5¹⁹/₆₄, na červenec-srpen 5¹⁸/₆₄, na září 4⁶⁰/₆₄, na listopad-prosinec 4⁶⁰/₆₄.: [453, 1172, 803, 1223]
text-line: S. dostali vodo. Praha, Truhlářská ul.: [883, 1298, 1077, 1310]
section-heading: Povětrnost.: [937, 183, 1022, 197]
table-row: Teplota nejnižší ve stínu — 4·8° C.: [817, 415, 1001, 425]
section-heading: Meteorologická pozorování na rozhledně na Petříně: [826, 274, 1133, 300]
paragraph: a biskup Českých bratří; zemřel ve vyhnanství 22. listopadu 1670. 1392 † biskup Ondřej Mráček z Dubé.: [817, 149, 1143, 175]
table-row: líh s melasy z Prahy 36·50 36·—: [453, 541, 617, 551]
text-line: Pavla Kocka v nových vydáních.: [1559, 178, 1725, 190]
list-item: Uprchlá láska. 200 stran za 1 zl., váz. 1 zl. 45 kr.: [1479, 217, 1734, 230]
paragraph: Pisatelí připisu ze dne 23. t. m. do Kostelcezaslaného, podepsaného „Společnost v hurze v nevštěvněných jatkách", jakož i všem, kdož se zúčastnili, projevujeme nejsrdečnější díky.: [817, 1324, 1143, 1376]
ad-bastyr: [1479, 1502, 1805, 1600]
ad-title: Osvědčeného cestujícího: [1499, 1123, 1785, 1148]
text-line: Zubní lékař: [1595, 1505, 1689, 1523]
play-title: Král to řekl.: [910, 608, 1050, 627]
text-line: v Mariánské ul. č. 920-II. 3 nové.: [1225, 844, 1399, 856]
column-markets: [36, 149, 437, 1988]
venue-title: Hartmanové „U Štajgrů".: [1530, 972, 1754, 991]
ad-title: knihkupeckého účetního: [1162, 1195, 1461, 1221]
section-heading: Kaviár.: [602, 1380, 654, 1394]
paragraph: Komická opera o dvou dějstvích. Text od Edm. Gondineta. Česky přeložil Jos. Srb. Hudba složil Léon Delibes. Vypravil režisér p. Ed. Chvalovský, řídí kapelník pan M. Anger.: [817, 627, 1143, 665]
price-table: [453, 468, 803, 564]
paragraph: Z Hamburku, 27. března. (Telegr.) Řepkový olej pevný, loco 56 — nom.: [453, 898, 803, 923]
text-line: Ližnich původního plnění od firem Hennessy, Martell, Keglevich István, dopoučuje v levných cenách: [1666, 510, 1804, 557]
price-row: na čtvrt leta . . zl. 5·70 = 11 K 40 h: [1157, 676, 1342, 689]
